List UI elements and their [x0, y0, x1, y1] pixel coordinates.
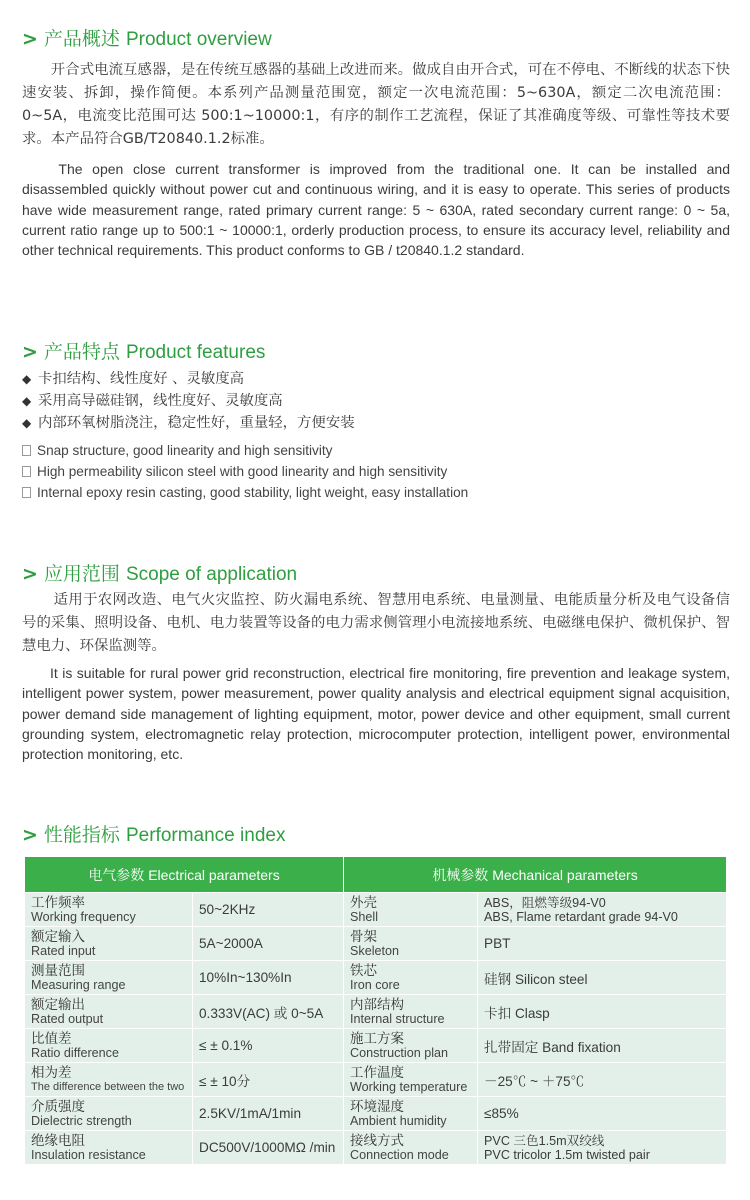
list-item: ◆ 内部环氧树脂浇注，稳定性好，重量轻，方便安装: [22, 412, 355, 434]
chevron-right-icon: >: [22, 28, 38, 50]
table-cell: DC500V/1000MΩ /min: [193, 1131, 344, 1165]
overview-title-zh: 产品概述: [43, 28, 120, 50]
list-item: High permeability silicon steel with good linearity and high sensitivity: [22, 461, 468, 482]
table-cell: 2.5KV/1mA/1min: [193, 1097, 344, 1131]
table-row: [25, 1097, 727, 1131]
table-cell: 内部结构 Internal structure: [344, 995, 478, 1029]
features-title: [22, 337, 265, 364]
table-row: [25, 1063, 727, 1097]
table-cell: PVC 三色1.5m双绞线 PVC tricolor 1.5m twisted pair: [478, 1131, 727, 1165]
table-cell: 绝缘电阻 Insulation resistance: [25, 1131, 193, 1165]
table-row: [25, 995, 727, 1029]
table-cell: 骨架 Skeleton: [344, 927, 478, 961]
application-paragraph-zh: 适用于农网改造、电气火灾监控、防火漏电系统、智慧用电系统、电量测量、电能质量分析及电气设备信号的采集、照明设备、电机、电力装置等设备的电力需求侧管理小电流接地系统、电磁继电保护、微机保护、智慧电力、环保监测等。: [22, 592, 730, 654]
table-cell: 5A~2000A: [193, 927, 344, 961]
table-cell: －25℃ ~ ＋75℃: [478, 1063, 727, 1097]
table-cell: 卡扣 Clasp: [478, 995, 727, 1029]
diamond-bullet-icon: ◆: [22, 372, 32, 386]
table-cell: 50~2KHz: [193, 893, 344, 927]
table-cell: 10%In~130%In: [193, 961, 344, 995]
table-cell: 扎带固定 Band fixation: [478, 1029, 727, 1063]
mechanical-parameters-header: 机械参数 Mechanical parameters: [344, 857, 727, 893]
list-item: Snap structure, good linearity and high sensitivity: [22, 440, 468, 461]
table-cell: ≤85%: [478, 1097, 727, 1131]
overview-title-en: Product overview: [125, 29, 272, 50]
chevron-right-icon: >: [22, 563, 38, 585]
table-cell: ≤ ± 0.1%: [193, 1029, 344, 1063]
application-title: [22, 559, 297, 586]
table-cell: 0.333V(AC) 或 0~5A: [193, 995, 344, 1029]
features-title-en: Product features: [125, 342, 266, 363]
table-row: [25, 961, 727, 995]
table-cell: ≤ ± 10分: [193, 1063, 344, 1097]
table-cell: 工作温度 Working temperature: [344, 1063, 478, 1097]
diamond-bullet-icon: ◆: [22, 394, 32, 408]
table-cell: 环境湿度 Ambient humidity: [344, 1097, 478, 1131]
features-list-en: [22, 440, 468, 503]
table-cell: 外壳 Shell: [344, 893, 478, 927]
application-title-zh: 应用范围: [43, 563, 120, 585]
table-cell: 测量范围 Measuring range: [25, 961, 193, 995]
features-list-zh: [22, 368, 355, 434]
performance-title: [22, 820, 285, 847]
features-title-zh: 产品特点: [43, 341, 120, 363]
table-cell: 硅钢 Silicon steel: [478, 961, 727, 995]
table-cell: 比值差 Ratio difference: [25, 1029, 193, 1063]
square-bullet-icon: [22, 466, 31, 477]
list-item: ◆ 采用高导磁硅钢，线性度好、灵敏度高: [22, 390, 355, 412]
performance-title-zh: 性能指标: [43, 824, 120, 846]
chevron-right-icon: >: [22, 341, 38, 363]
table-cell: 相为差 The difference between the two: [25, 1063, 193, 1097]
table-cell: 施工方案 Construction plan: [344, 1029, 478, 1063]
application-title-en: Scope of application: [125, 564, 298, 585]
table-cell: 铁芯 Iron core: [344, 961, 478, 995]
table-header-row: [25, 857, 727, 893]
table-cell: 额定输出 Rated output: [25, 995, 193, 1029]
square-bullet-icon: [22, 445, 31, 456]
table-cell: 额定输入 Rated input: [25, 927, 193, 961]
table-cell: 介质强度 Dielectric strength: [25, 1097, 193, 1131]
table-row: [25, 927, 727, 961]
performance-title-en: Performance index: [125, 825, 286, 846]
electrical-parameters-header: 电气参数 Electrical parameters: [25, 857, 344, 893]
table-cell: 工作频率 Working frequency: [25, 893, 193, 927]
table-cell: 接线方式 Connection mode: [344, 1131, 478, 1165]
table-row: [25, 1029, 727, 1063]
table-cell: ABS，阻燃等级94-V0 ABS, Flame retardant grade 94-V0: [478, 893, 727, 927]
table-cell: PBT: [478, 927, 727, 961]
performance-table: [24, 856, 727, 1165]
table-row: [25, 893, 727, 927]
table-row: [25, 1131, 727, 1165]
overview-paragraph-en: The open close current transformer is improved from the traditional one. It can be installed and disassembled quickly without power cut and continuous wiring, and it is easy to operate. This series of products have wide measurement range, rated primary current range: 5 ~ 630A, rated secondary current range: 0 ~ 5a, current ratio range up to 500:1 ~ 10000:1, orderly production process, to ensure its accuracy level, reliability and other technical requirements. This product conforms to GB / t20840.1.2 standard.: [22, 161, 730, 259]
list-item: ◆ 卡扣结构、线性度好 、灵敏度高: [22, 368, 355, 390]
overview-title: [22, 24, 272, 51]
list-item: Internal epoxy resin casting, good stability, light weight, easy installation: [22, 482, 468, 503]
chevron-right-icon: >: [22, 824, 38, 846]
square-bullet-icon: [22, 487, 31, 498]
application-paragraph-en: It is suitable for rural power grid reconstruction, electrical fire monitoring, fire prevention and leakage system, intelligent power system, power measurement, power quality analysis and electrical equipment signal acquisition, power demand side management of lighting equipment, motor, power device and other equipment, small current grounding system, electromagnetic relay protection, microcomputer protection, intelligent power, environmental protection monitoring, etc.: [22, 665, 730, 763]
overview-paragraph-zh: 开合式电流互感器，是在传统互感器的基础上改进而来。做成自由开合式，可在不停电、不断线的状态下快速安装、拆卸，操作简便。本系列产品测量范围宽，额定一次电流范围：5~630A，额定二次电流范围：0~5A，电流变比范围可达 500:1~10000:1，有序的制作工艺流程，保证了其准确度等级、可靠性等技术要求。本产品符合GB/T20840.1.2标准。: [22, 62, 730, 147]
diamond-bullet-icon: ◆: [22, 416, 32, 430]
